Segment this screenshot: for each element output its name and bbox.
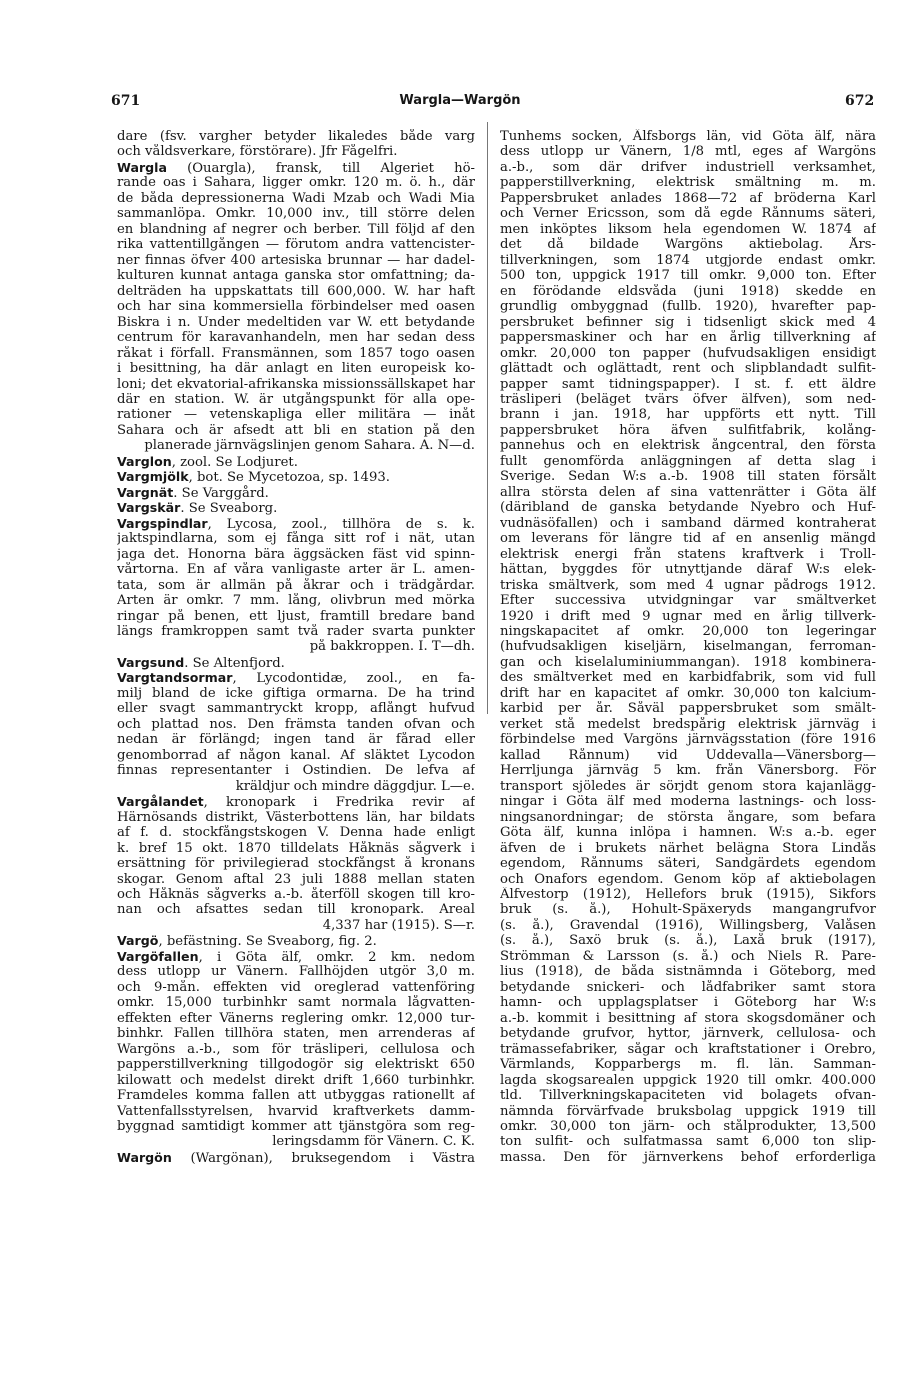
text-line: grundlig ombyggnad (fullb. 1920), hvarefter pap- — [500, 299, 876, 315]
text-line: Arten är omkr. 7 mm. lång, olivbrun med mörka — [117, 593, 475, 609]
text-line: fullt genomförda anläggningen af detta slag i — [500, 453, 876, 469]
text-line: binhkr. Fallen tillhöra staten, men arrenderas af — [117, 1026, 475, 1042]
text-line: kräldjur och mindre däggdjur. L—e. — [235, 778, 475, 794]
page-number-right: 672 — [845, 93, 875, 109]
text-line: om leverans för längre tid af en ansenlig mängd — [500, 531, 876, 547]
text-line: omkr. 20,000 ton papper (hufvudsakligen ensidigt — [500, 345, 876, 361]
text-line: tld. Tillverkningskapaciteten vid bolagets ofvan- — [500, 1088, 876, 1104]
text-line: Göta älf, kunna inlöpa i hamnen. W:s a.-b. eger — [500, 825, 876, 841]
text-line: Vargsund. Se Altenfjord. — [117, 654, 285, 671]
text-line: och 9-mån. effekten vid oreglerad vattenföring — [117, 979, 475, 995]
text-line: ersättning för privilegierad stockfångst å kronans — [117, 856, 475, 872]
text-line: triska smältverk, som med 4 ugnar pådrogs 1912. — [500, 577, 876, 593]
text-line: Wargla (Ouargla), fransk, till Algeriet hö- — [117, 159, 475, 176]
text-line: (s. å.), Gravendal (1916), Willingsberg, Valåsen — [500, 917, 876, 933]
entry-headword: Vargålandet — [117, 794, 204, 810]
text-line: trämassefabriker, sågar och kraftstationer i Örebro, — [500, 1041, 876, 1057]
text-line: 500 ton, uppgick 1917 till omkr. 9,000 ton. Efter — [500, 268, 876, 284]
entry-headword: Vargnät — [117, 484, 174, 500]
text-line: och plattad nos. Den främsta tanden ofvan och — [117, 716, 475, 732]
text-line: glättadt och oglättadt, rent och slipblandadt sulfit- — [500, 361, 876, 377]
entry-headword: Vargö — [117, 933, 159, 949]
text-line: Efter successiva utvidgningar var smältverket — [500, 593, 876, 609]
text-line: råkat i förfall. Fransmännen, som 1857 togo oasen — [117, 345, 475, 361]
text-line: pappersbruket höra äfven sulfitfabrik, kolång- — [500, 422, 876, 438]
text-line: (s. å.), Saxö bruk (s. å.), Laxå bruk (1917), — [500, 933, 876, 949]
text-line: papperstillverkning, elektrisk smältning m. m. — [500, 175, 876, 191]
text-line: tata, som är allmän på åkrar och i trädgårdar. — [117, 577, 475, 593]
text-line: kilowatt och medelst direkt drift 1,660 turbinhkr. — [117, 1072, 475, 1088]
entry-headword: Vargöfallen — [117, 948, 199, 964]
text-line: k. bref 15 okt. 1870 tilldelats Håknäs sågverk i — [117, 840, 475, 856]
text-line: de båda depressionerna Wadi Mzab och Wadi Mia — [117, 190, 475, 206]
text-line: papperstillverkning tillgodogör sig elektriskt 650 — [117, 1057, 475, 1073]
text-line: a.-b. kommit i besittning af stora skogsdomäner och — [500, 1010, 876, 1026]
text-line: och våldsverkare, förstörare). Jfr Fågelfri. — [117, 144, 398, 160]
text-line: effekten efter Vänerns reglering omkr. 12,000 tur- — [117, 1010, 475, 1026]
text-line: och Verner Ericsson, som då egde Rånnums säteri, — [500, 206, 876, 222]
text-line: gan och kiselaluminiummangan). 1918 kombinera- — [500, 654, 876, 670]
text-line: Biskra i n. Under medeltiden var W. ett betydande — [117, 314, 475, 330]
text-line: rika vattentillgången — förutom andra vattencister- — [117, 237, 475, 253]
text-line: Vargnät. Se Varggård. — [117, 484, 269, 501]
text-line: där en station. W. är utgångspunkt för alla ope- — [117, 391, 475, 407]
text-line: Sverige. Sedan W:s a.-b. 1908 till staten försålt — [500, 469, 876, 485]
text-line: Varglon, zool. Se Lodjuret. — [117, 453, 298, 470]
text-line: planerade järnvägslinjen genom Sahara. A. N—d. — [144, 438, 475, 454]
text-line: Värmlands, Kopparbergs m. fl. län. Samman- — [500, 1057, 876, 1073]
text-line: Wargöns a.-b., som för träsliperi, cellulosa och — [117, 1041, 475, 1057]
text-line: vudnäsöfallen) och i samband därmed kontraherat — [500, 515, 876, 531]
text-line: nämnda förvärfvade bruksbolag uppgick 1919 till — [500, 1103, 876, 1119]
text-line: brann i jan. 1918, har uppförts ett nytt. Till — [500, 407, 876, 423]
text-line: massa. Den för järnverkens behof erforderliga — [500, 1149, 876, 1165]
text-line: betydande snickeri- och lådfabriker samt stora — [500, 979, 876, 995]
text-line: Wargön (Wargönan), bruksegendom i Västra — [117, 1149, 475, 1166]
text-line: Vargspindlar, Lycosa, zool., tillhöra de s. k. — [117, 515, 475, 532]
entry-headword: Vargtandsormar — [117, 670, 233, 686]
entry-headword: Vargsund — [117, 654, 185, 670]
text-line: pappersmaskiner och har en årlig tillverkning af — [500, 330, 876, 346]
text-line: des smältverket med en karbidfabrik, som vid full — [500, 670, 876, 686]
text-line: längs framkroppen samt två rader svarta punkter — [117, 624, 475, 639]
text-line: äfven de i brukets närhet belägna Stora Lindås — [500, 840, 876, 856]
text-line: centrum för karavanhandeln, men har sedan dess — [117, 330, 475, 346]
text-line: förbindelse med Vargöns järnvägsstation (före 1916 — [500, 732, 876, 748]
text-line: Pappersbruket anlades 1868—72 af bröderna Karl — [500, 190, 876, 206]
page-number-left: 671 — [111, 93, 141, 109]
text-line: sammanlöpa. Omkr. 10,000 inv., till större delen — [117, 206, 475, 222]
text-line: Vargöfallen, i Göta älf, omkr. 2 km. nedom — [117, 948, 475, 965]
text-line: i besittning, ha där anlagt en liten europeisk ko- — [117, 361, 475, 377]
text-line: tillverkningen, som 1874 utgjorde endast omkr. — [500, 252, 876, 268]
text-line: hamn- och upplagsplatser i Göteborg har W:s — [500, 995, 876, 1011]
text-line: egendom, Rånnums säteri, Sandgärdets egendom — [500, 856, 876, 872]
text-line: pannehus och en elektrisk ångcentral, den första — [500, 438, 876, 454]
text-line: bruk (s. å.), Hohult-Späxeryds mangangrufvor — [500, 902, 876, 918]
text-line: rationer — vetenskapliga eller militära — inåt — [117, 407, 475, 423]
text-line: Vargålandet, kronopark i Fredrika revir af — [117, 794, 475, 810]
text-line: hättan, byggdes för utnyttjande däraf W:s elek- — [500, 562, 876, 578]
text-line: Härnösands distrikt, Västerbottens län, har bildats — [117, 809, 475, 825]
text-line: (däribland de ganska betydande Nyebro och Huf- — [500, 500, 876, 516]
text-line: ringar på benen, ett ljust, framtill bredare band — [117, 608, 475, 624]
text-line: betydande grufvor, hyttor, järnverk, cellulosa- och — [500, 1026, 876, 1042]
text-line: finnas representanter i Ostindien. De lefva af — [117, 763, 475, 779]
text-line: skogar. Genom aftal 23 juli 1888 mellan staten — [117, 871, 475, 887]
text-line: Älfvestorp (1912), Hellefors bruk (1915), Sikfors — [500, 886, 876, 902]
text-line: byggnad samtidigt kommer att tjänstgöra som reg- — [117, 1119, 475, 1134]
text-line: lius (1918), de båda sistnämnda i Göteborg, med — [500, 964, 876, 980]
text-line: Vargtandsormar, Lycodontidæ, zool., en fa- — [117, 670, 475, 686]
text-line: omkr. 30,000 ton järn- och stålprodukter, 13,500 — [500, 1119, 876, 1134]
text-line: lagda skogsarealen uppgick 1920 till omkr. 400.000 — [500, 1072, 876, 1088]
left-column — [117, 129, 475, 1165]
text-line: kallad Rånnum) vid Uddevalla—Vänersborg— — [500, 747, 876, 763]
text-line: allra största delen af sina vattenrätter i Göta älf — [500, 484, 876, 500]
text-line: Sahara och är afsedt att bli en station på den — [117, 422, 475, 438]
text-line: nan och afsattes sedan till kronopark. Areal — [117, 902, 475, 918]
text-line: Vargskär. Se Sveaborg. — [117, 500, 278, 516]
text-line: papper samt tidningspapper). I st. f. ett äldre — [500, 376, 876, 392]
text-line: drift har en kapacitet af omkr. 30,000 ton kalcium- — [500, 685, 876, 701]
text-line: dess utlopp ur Vänern. Fallhöjden utgör 3,0 m. — [117, 964, 475, 980]
text-line: en blandning af negrer och berber. Till följd af den — [117, 221, 475, 237]
text-line: jaktspindlarna, som ej fånga sitt rof i nät, utan — [117, 531, 475, 547]
entry-headword: Vargmjölk — [117, 469, 189, 485]
text-line: (hufvudsakligen kiseljärn, kiselmangan, ferroman- — [500, 639, 876, 655]
text-line: Vattenfallsstyrelsen, hvarvid kraftverkets damm- — [117, 1103, 475, 1119]
entry-headword: Varglon — [117, 453, 172, 469]
text-line: träsliperi (beläget tvärs öfver älfven), som ned- — [500, 391, 876, 407]
text-line: vårtorna. En af våra vanligaste arter är L. amen- — [117, 562, 475, 578]
text-line: ningskapacitet af omkr. 20,000 ton legeringar — [500, 624, 876, 639]
text-line: eller svagt sammantryckt kropp, aflångt hufvud — [117, 701, 475, 717]
text-line: delträden ha uppskattats till 600,000. W. har haft — [117, 283, 475, 299]
text-line: elektrisk energi från statens kraftverk i Troll- — [500, 546, 876, 562]
text-line: Vargö, befästning. Se Sveaborg, fig. 2. — [117, 933, 377, 949]
column-divider — [487, 122, 488, 714]
text-line: af f. d. stockfångstskogen V. Denna hade enligt — [117, 825, 475, 841]
text-line: ner finnas öfver 400 artesiska brunnar — har dadel- — [117, 252, 475, 268]
text-line: ningar i Göta älf med moderna lastnings- och loss- — [500, 794, 876, 810]
text-line: Herrljunga järnväg 5 km. från Vänersborg. För — [500, 763, 876, 779]
text-line: dess utlopp ur Vänern, 1/8 mtl, eges af Wargöns — [500, 144, 876, 160]
text-line: dare (fsv. vargher betyder likaledes både varg — [117, 129, 475, 144]
text-line: en förödande eldsvåda (juni 1918) skedde en — [500, 283, 876, 299]
text-line: kulturen kunnat antaga ganska stor omfattning; da- — [117, 268, 475, 284]
text-line: och Önafors egendom. Genom köp af aktiebolagen — [500, 871, 876, 887]
text-line: verket stå medelst bredspårig elektrisk järnväg i — [500, 716, 876, 732]
text-line: genomborrad af någon kanal. Af släktet Lycodon — [117, 747, 475, 763]
text-line: Tunhems socken, Älfsborgs län, vid Göta älf, nära — [500, 129, 876, 144]
text-line: på bakkroppen. I. T—dh. — [309, 639, 475, 655]
text-line: a.-b., som där drifver industriell verksamhet, — [500, 159, 876, 175]
text-line: 4,337 har (1915). S—r. — [322, 917, 475, 933]
text-line: och har sina kommersiella förbindelser med oasen — [117, 299, 475, 315]
entry-headword: Wargön — [117, 1149, 172, 1165]
text-line: milj bland de icke giftiga ormarna. De ha trind — [117, 685, 475, 701]
text-line: transport sjöledes är sörjdt genom stora kajanlägg- — [500, 778, 876, 794]
right-column — [500, 129, 876, 1165]
running-title: Wargla—Wargön — [399, 93, 521, 108]
text-line: 1920 i drift med 9 ugnar med en årlig tillverk- — [500, 608, 876, 624]
text-line: Vargmjölk, bot. Se Mycetozoa, sp. 1493. — [117, 469, 390, 485]
text-line: jaga det. Honorna bära äggsäcken fäst vid spinn- — [117, 546, 475, 562]
entry-headword: Wargla — [117, 159, 167, 175]
text-line: och Håknäs sågverks a.-b. återföll skogen till kro- — [117, 886, 475, 902]
text-line: karbid per år. Såväl pappersbruket som smält- — [500, 701, 876, 717]
text-line: persbruket befinner sig i tidsenligt skick med 4 — [500, 314, 876, 330]
text-line: Strömman & Larsson (s. å.) och Niels R. Pare- — [500, 948, 876, 964]
text-line: rande oas i Sahara, ligger omkr. 120 m. ö. h., där — [117, 175, 475, 191]
text-line: Framdeles komma fallen att utbyggas rationellt af — [117, 1088, 475, 1104]
entry-headword: Vargspindlar — [117, 515, 208, 531]
text-line: ningsanordningar; de största ångare, som befara — [500, 809, 876, 825]
entry-headword: Vargskär — [117, 500, 181, 516]
text-line: det då bildade Wargöns aktiebolag. Års- — [500, 237, 876, 253]
text-line: leringsdamm för Vänern. C. K. — [272, 1134, 475, 1150]
text-line: ton sulfit- och sulfatmassa samt 6,000 ton slip- — [500, 1134, 876, 1150]
text-line: loni; det ekvatorial-afrikanska missionssällskapet har — [117, 376, 475, 392]
text-line: omkr. 15,000 turbinhkr samt normala lågvatten- — [117, 995, 475, 1011]
text-line: men inköptes liksom hela egendomen W. 1874 af — [500, 221, 876, 237]
text-line: nedan är förlängd; ingen tand är fårad eller — [117, 732, 475, 748]
